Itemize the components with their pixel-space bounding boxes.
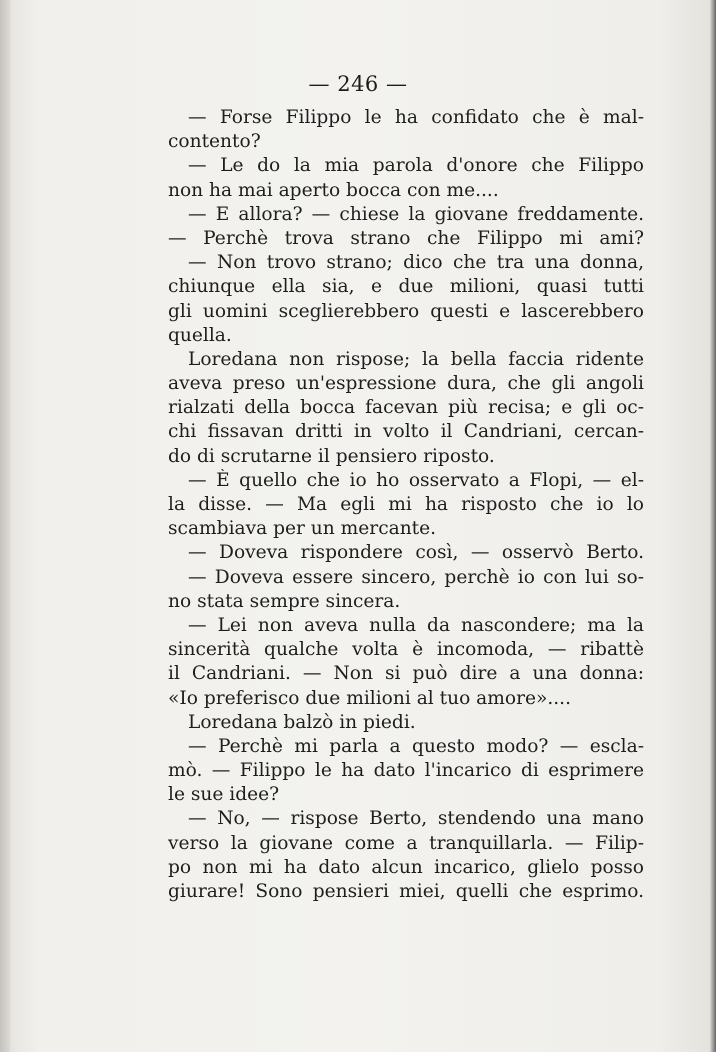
text-line: gli uomini sceglierebbero questi e lascerebbero [168,300,644,322]
text-line: non ha mai aperto bocca con me.... [168,179,499,201]
text-line: scambiava per un mercante. [168,518,437,540]
text-line: — Forse Filippo le ha confidato che è mal- [188,107,644,128]
text-line: chiunque ella sia, e due milioni, quasi tutti [168,276,644,298]
text-line: contento? [168,131,261,153]
text-line: — E allora? — chiese la giovane freddamente. [188,203,644,225]
text-line: do di scrutarne il pensiero riposto. [168,445,495,467]
text-line: — È quello che io ho osservato a Flopi, — el- [188,469,644,491]
text-line: chi fissavan dritti in volto il Candriani, cercan- [168,421,644,443]
text-line: po non mi ha dato alcun incarico, glielo posso [168,856,644,878]
text-line: rialzati della bocca facevan più recisa; e gli oc- [168,397,644,419]
text-line: quella. [168,324,232,346]
text-line: no stata sempre sincera. [168,590,401,612]
page-edge-shadow [710,0,716,1052]
text-line: sincerità qualche volta è incomoda, — ribattè [168,639,644,661]
text-line: aveva preso un'espressione dura, che gli angoli [168,373,644,395]
text-line: giurare! Sono pensieri miei, quelli che esprimo. [168,881,644,902]
text-line: — Le do la mia parola d'onore che Filippo [188,155,644,177]
text-line: — Doveva essere sincero, perchè io con lui so- [188,566,644,588]
text-line: — Lei non aveva nulla da nascondere; ma la [188,614,644,636]
text-line: verso la giovane come a tranquillarla. — Filip- [168,832,644,854]
text-line: «Io preferisco due milioni al tuo amore».... [168,687,572,709]
page-spine-shadow [0,0,10,1052]
body-text [168,106,644,904]
text-line: le sue idee? [168,784,280,806]
text-line: — No, — rispose Berto, stendendo una mano [188,808,644,830]
text-line: — Perchè mi parla a questo modo? — escla- [188,735,644,757]
text-line: — Doveva rispondere così, — osservò Berto. [188,542,644,564]
text-line: — Non trovo strano; dico che tra una donna, [188,252,644,274]
text-line: la disse. — Ma egli mi ha risposto che io lo [168,494,644,515]
text-line: Loredana non rispose; la bella faccia ridente [188,348,644,370]
text-line: il Candriani. — Non si può dire a una donna: [168,663,644,685]
text-line: Loredana balzò in piedi. [188,711,416,733]
text-line: — Perchè trova strano che Filippo mi ami? [168,227,644,249]
text-line: mò. — Filippo le ha dato l'incarico di esprimere [168,760,644,782]
page-number: — 246 — [308,72,408,96]
